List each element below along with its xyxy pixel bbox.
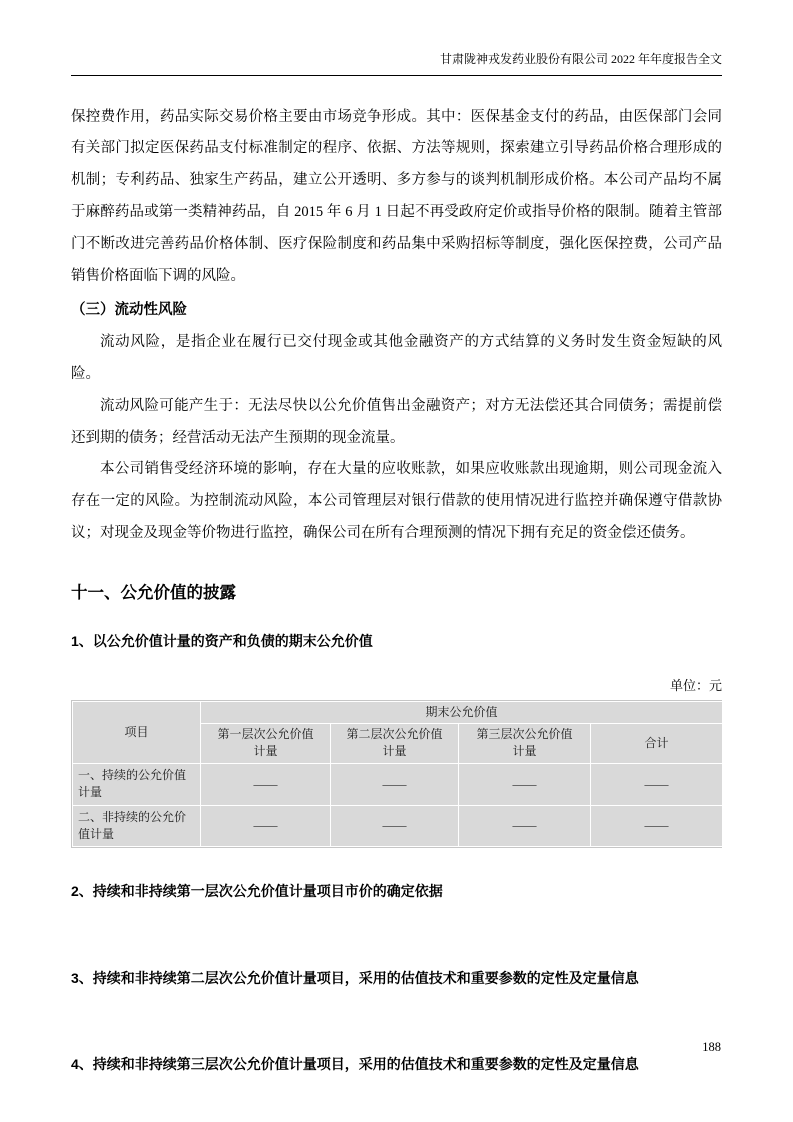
table-header-level2: 第二层次公允价值计量	[331, 723, 459, 763]
subheading-2: 2、持续和非持续第一层次公允价值计量项目市价的确定依据	[71, 883, 443, 900]
row-label-noncontinuous: 二、非持续的公允价值计量	[73, 805, 201, 847]
subheading-3: 3、持续和非持续第二层次公允价值计量项目，采用的估值技术和重要参数的定性及定量信息	[71, 969, 639, 986]
report-title: 甘肃陇神戎发药业股份有限公司 2022 年年度报告全文	[439, 52, 722, 66]
cell-continuous-level3: ——	[459, 763, 591, 805]
cell-continuous-level2: ——	[331, 763, 459, 805]
cell-noncontinuous-level3: ——	[459, 805, 591, 847]
unit-label: 单位：元	[669, 677, 722, 693]
row-label-continuous: 一、持续的公允价值计量	[73, 763, 201, 805]
paragraph-liquidity-definition: 流动风险，是指企业在履行已交付现金或其他金融资产的方式结算的义务时发生资金短缺的风险。	[71, 333, 722, 382]
page-number: 188	[702, 1040, 721, 1054]
table-group-header: 期末公允价值	[201, 701, 723, 723]
fair-value-table-wrapper	[71, 700, 722, 849]
table-row-continuous	[73, 763, 723, 805]
cell-noncontinuous-level2: ——	[331, 805, 459, 847]
table-header-level1: 第一层次公允价值计量	[201, 723, 331, 763]
table-row-noncontinuous	[73, 805, 723, 847]
cell-continuous-level1: ——	[201, 763, 331, 805]
paragraph-liquidity-sources: 流动风险可能产生于：无法尽快以公允价值售出金融资产；对方无法偿还其合同债务；需提前偿还到期的债务；经营活动无法产生预期的现金流量。	[71, 397, 722, 446]
fair-value-table	[72, 701, 723, 848]
subheading-4: 4、持续和非持续第三层次公允价值计量项目，采用的估值技术和重要参数的定性及定量信息	[71, 1056, 639, 1073]
heading-liquidity-risk: （三）流动性风险	[71, 301, 187, 318]
table-group-header-row	[73, 701, 723, 723]
cell-noncontinuous-total: ——	[591, 805, 723, 847]
subheading-1: 1、以公允价值计量的资产和负债的期末公允价值	[71, 633, 373, 650]
table-header-project: 项目	[73, 701, 201, 763]
table-header-total: 合计	[591, 723, 723, 763]
page-content	[71, 76, 722, 1076]
cell-noncontinuous-level1: ——	[201, 805, 331, 847]
paragraph-liquidity-control: 本公司销售受经济环境的影响，存在大量的应收账款，如果应收账款出现逾期，则公司现金流入存在一定的风险。为控制流动风险，本公司管理层对银行借款的使用情况进行监控并确保遵守借款协议；对现金及现金等价物进行监控，确保公司在所有合理预测的情况下拥有充足的资金偿还债务。	[71, 461, 722, 542]
section-heading-fair-value: 十一、公允价值的披露	[71, 584, 236, 603]
cell-continuous-total: ——	[591, 763, 723, 805]
page-header	[71, 52, 722, 76]
paragraph-price-risk: 保控费作用，药品实际交易价格主要由市场竞争形成。其中：医保基金支付的药品，由医保部门会同有关部门拟定医保药品支付标准制定的程序、依据、方法等规则，探索建立引导药品价格合理形成的机制；专利药品、独家生产药品，建立公开透明、多方参与的谈判机制形成价格。本公司产品均不属于麻醉药品或第一类精神药品，自 2015 年 6 月 1 日起不再受政府定价或指导价格的限制。随着主管部门不断改进完善药品价格体制、医疗保险制度和药品集中采购招标等制度，强化医保控费，公司产品销售价格面临下调的风险。	[71, 108, 722, 285]
table-header-level3: 第三层次公允价值计量	[459, 723, 591, 763]
